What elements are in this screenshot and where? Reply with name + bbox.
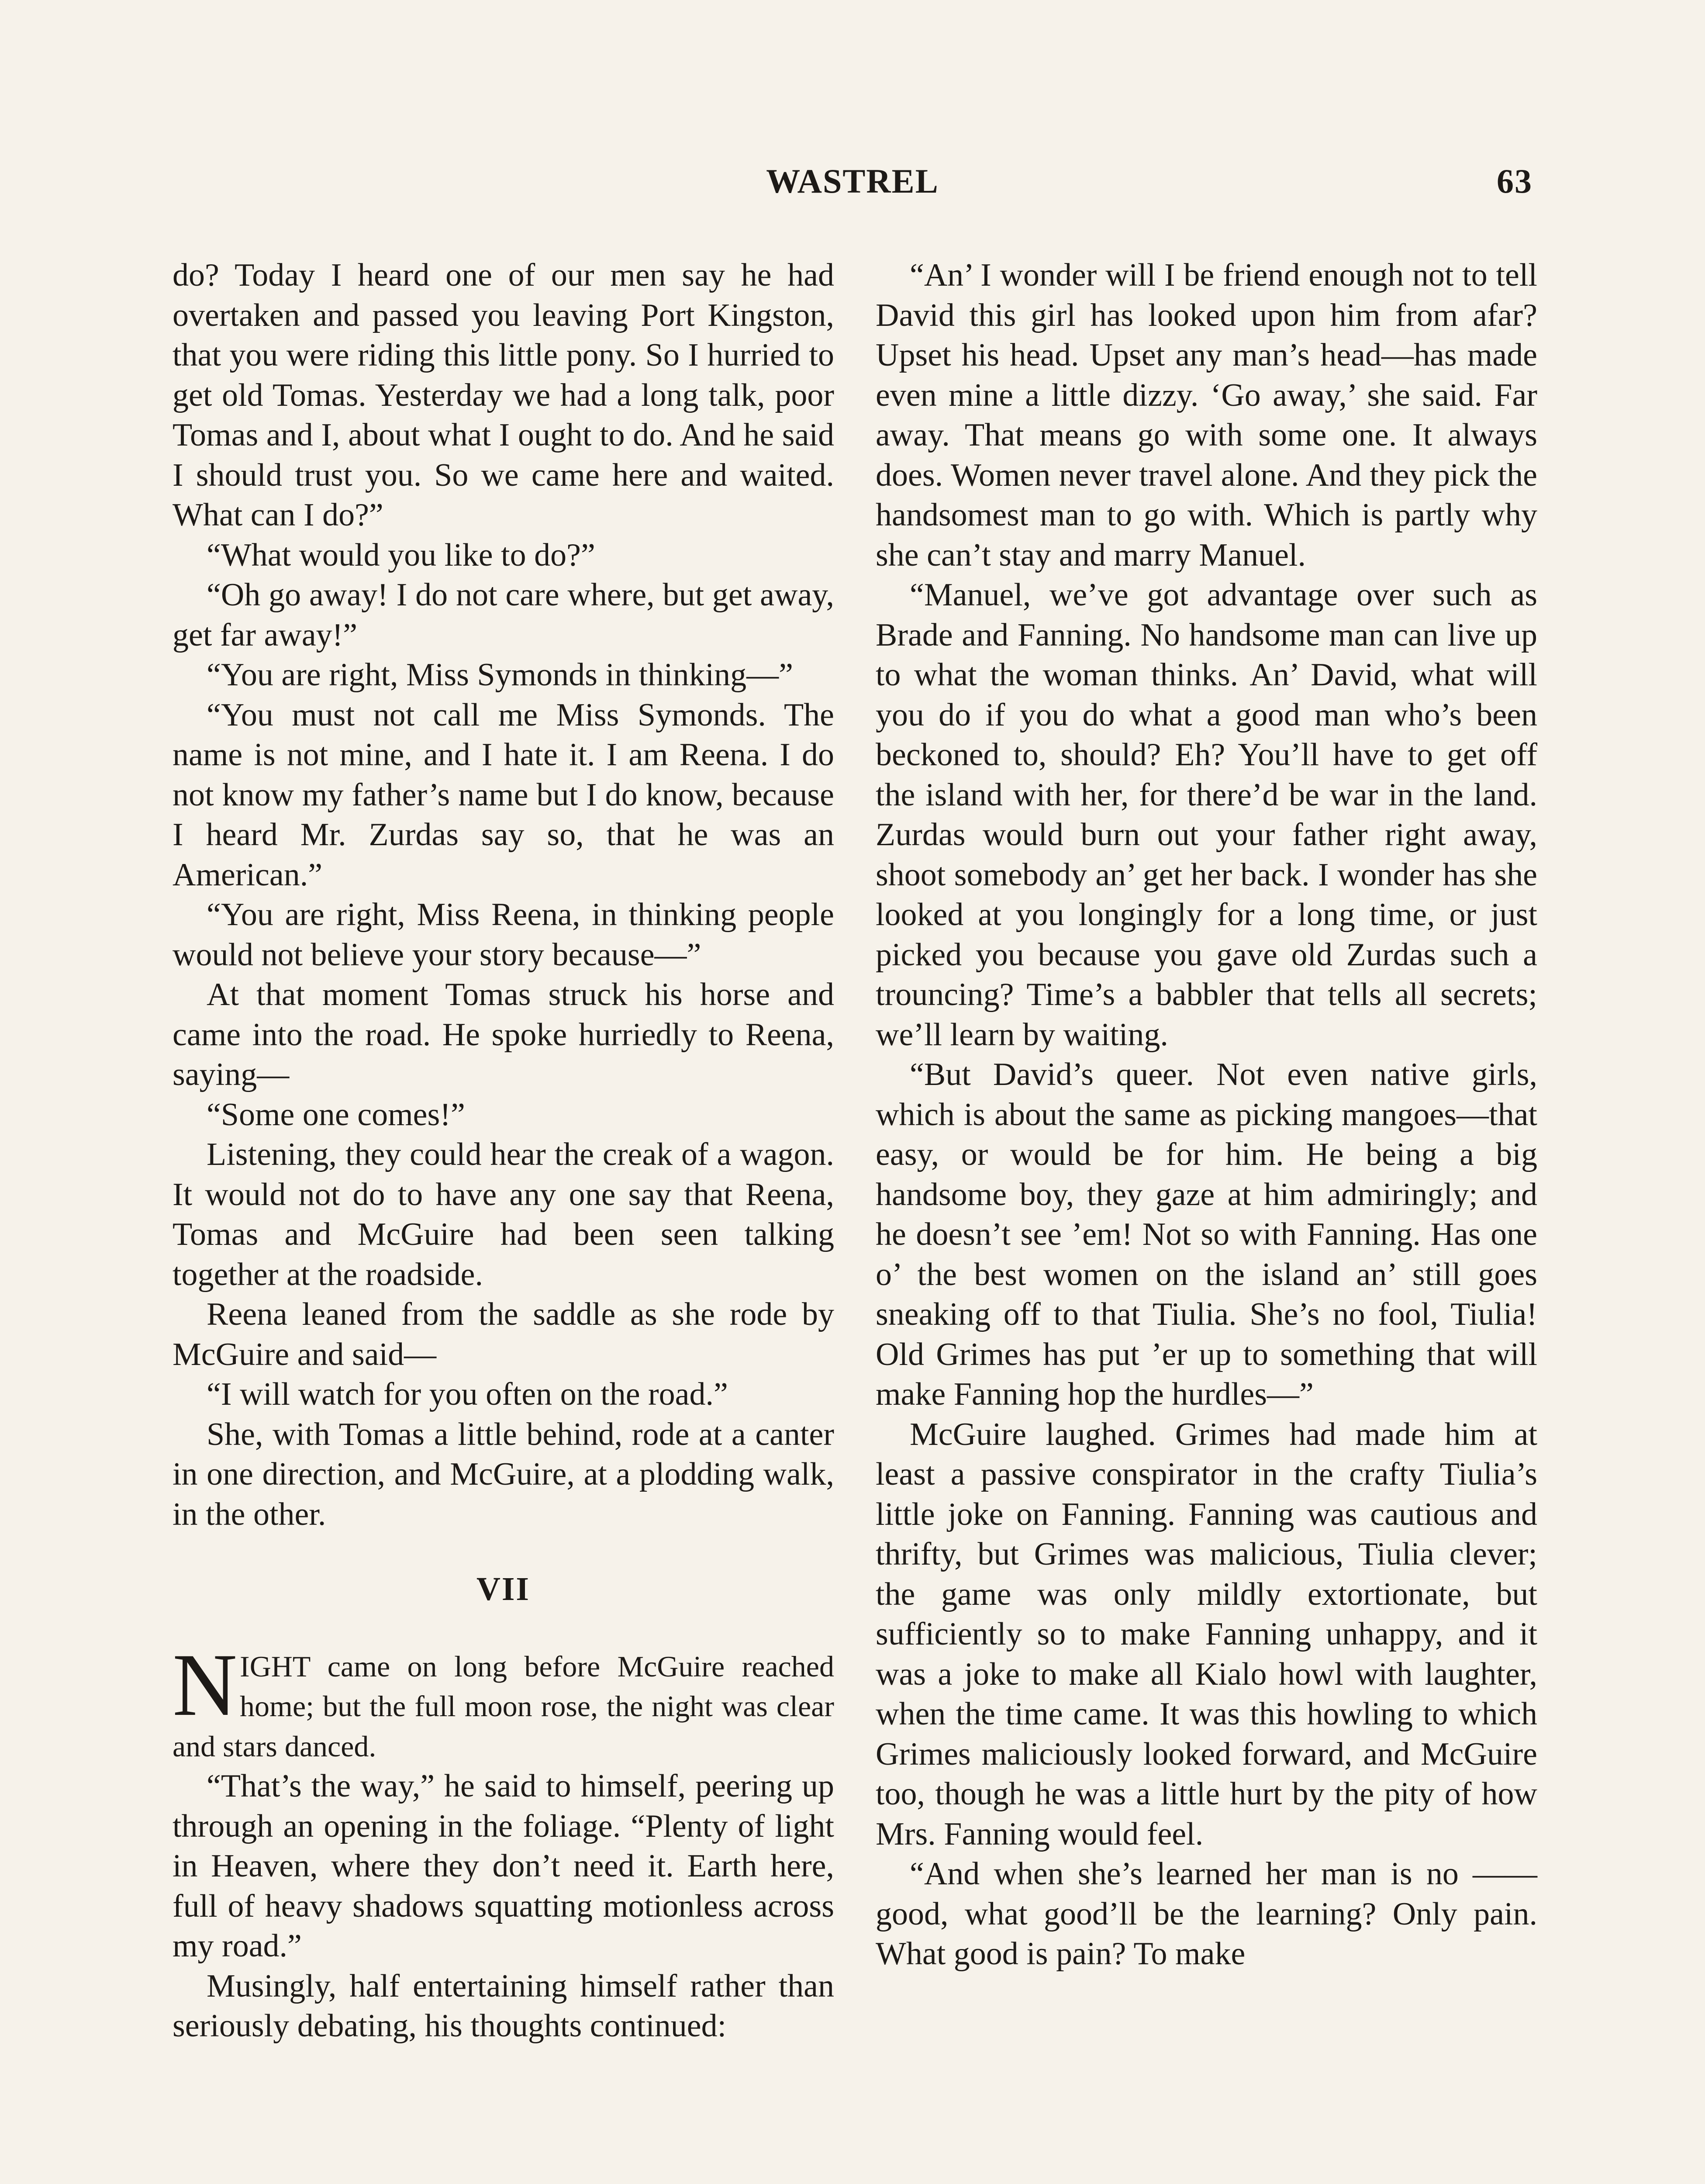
- section-heading: VII: [476, 1571, 531, 1607]
- paragraph: “You must not call me Miss Symonds. The name is not mine, and I hate it. I am Reena. I do not know my father’s name but I do know, because I heard Mr. Zurdas say so, that he was an American.”: [173, 697, 834, 893]
- paragraph: “I will watch for you often on the road.”: [207, 1376, 728, 1412]
- left-column: [173, 256, 834, 2046]
- paragraph: “You are right, Miss Reena, in thinking people would not believe your story because—”: [173, 897, 834, 973]
- paragraph: She, with Tomas a little behind, rode at a canter in one direction, and McGuire, at a plodding walk, in the other.: [173, 1416, 834, 1532]
- paragraph: “You are right, Miss Symonds in thinking—”: [207, 657, 794, 693]
- paragraph: “Some one comes!”: [207, 1096, 465, 1133]
- paragraph: “What would you like to do?”: [207, 537, 595, 573]
- paragraph: At that moment Tomas struck his horse and came into the road. He spoke hurriedly to Reena, saying—: [173, 977, 834, 1092]
- paragraph: Reena leaned from the saddle as she rode by McGuire and said—: [173, 1296, 834, 1372]
- page-number: 63: [1497, 162, 1532, 200]
- paragraph: “An’ I wonder will I be friend enough not to tell David this girl has looked upon him from afar? Upset his head. Upset any man’s head—has made even mine a little dizzy. ‘Go away,’ she said. Far away. That means go with some one. It always does. Women never travel alone. And they pick the handsomest man to go with. Which is partly why she can’t stay and marry Manuel.: [876, 257, 1537, 573]
- paragraph: do? Today I heard one of our men say he had overtaken and passed you leaving Port Kingston, that you were riding this little pony. So I hurried to get old Tomas. Yesterday we had a long talk, poor Tomas and I, about what I ought to do. And he said I should trust you. So we came here and waited. What can I do?”: [173, 257, 834, 533]
- right-column: [876, 256, 1537, 1974]
- paragraph: McGuire laughed. Grimes had made him at least a passive conspirator in the crafty Tiulia’s little joke on Fanning. Fanning was cautious and thrifty, but Grimes was malicious, Tiulia clever; the game was only mildly extortionate, but sufficiently so to make Fanning unhappy, and it was a joke to make all Kialo howl with laughter, when the time came. It was this howling to which Grimes maliciously looked forward, and McGuire too, though he was a little hurt by the pity of how Mrs. Fanning would feel.: [876, 1416, 1537, 1852]
- chapter-opening-paragraph: [173, 1635, 834, 1767]
- paragraph: “But David’s queer. Not even native girls, which is about the same as picking mangoes—that easy, or would be for him. He being a big handsome boy, they gaze at him admiringly; and he doesn’t see ’em! Not so with Fanning. Has one o’ the best women on the island an’ still goes sneaking off to that Tiulia. She’s no fool, Tiulia! Old Grimes has put ’er up to something that will make Fanning hop the hurdles—”: [876, 1057, 1537, 1412]
- paragraph: Listening, they could hear the creak of a wagon. It would not do to have any one say that Reena, Tomas and McGuire had been seen talking together at the roadside.: [173, 1137, 834, 1292]
- drop-cap: N: [173, 1635, 238, 1735]
- opening-text: IGHT came on long before McGuire reached home; but the full moon rose, the night was clear and stars danced.: [173, 1649, 834, 1763]
- paragraph: “Manuel, we’ve got advantage over such as Brade and Fanning. No handsome man can live up to what the woman thinks. An’ David, what will you do if you do what a good man who’s been beckoned to, should? Eh? You’ll have to get off the island with her, for there’d be war in the land. Zurdas would burn out your father right away, shoot somebody an’ get her back. I wonder has she looked at you longingly for a long time, or just picked you because you gave old Zurdas such a trouncing? Time’s a babbler that tells all secrets; we’ll learn by waiting.: [876, 577, 1537, 1053]
- paragraph: “That’s the way,” he said to himself, peering up through an opening in the foliage. “Plenty of light in Heaven, where they don’t need it. Earth here, full of heavy shadows squatting motionless across my road.”: [173, 1768, 834, 1964]
- running-title: WASTREL: [766, 162, 939, 200]
- paragraph: “And when she’s learned her man is no —— good, what good’ll be the learning? Only pain. What good is pain? To make: [876, 1856, 1537, 1972]
- running-header: [173, 162, 1532, 210]
- paragraph: Musingly, half entertaining himself rather than seriously debating, his thoughts continued:: [173, 1968, 834, 2044]
- paragraph: “Oh go away! I do not care where, but get away, get far away!”: [173, 577, 834, 653]
